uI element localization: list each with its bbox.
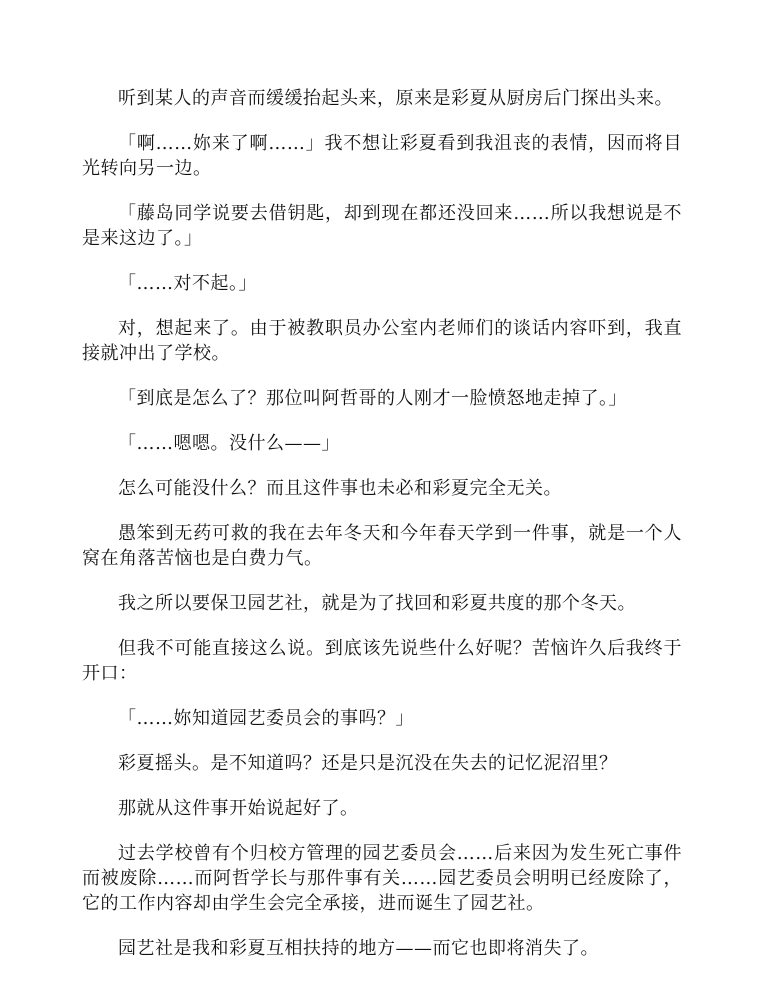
paragraph: 「啊……妳来了啊……」我不想让彩夏看到我沮丧的表情，因而将目光转向另一边。 [82, 133, 682, 179]
paragraph: 过去学校曾有个归校方管理的园艺委员会……后来因为发生死亡事件而被废除……而阿哲学长与那件事有关……园艺委员会明明已经废除了，它的工作内容却由学生会完全承接，进而诞生了园艺社。 [82, 843, 682, 914]
paragraph: 我之所以要保卫园艺社，就是为了找回和彩夏共度的那个冬天。 [118, 593, 636, 614]
paragraph: 对，想起来了。由于被教职员办公室内老师们的谈话内容吓到，我直接就冲出了学校。 [82, 318, 682, 364]
paragraph: 那就从这件事开始说起好了。 [118, 798, 359, 819]
paragraph: 但我不可能直接这么说。到底该先说些什么好呢？苦恼许久后我终于开口： [82, 638, 682, 684]
paragraph: 「……妳知道园艺委员会的事吗？」 [118, 708, 414, 729]
paragraph: 「到底是怎么了？那位叫阿哲哥的人刚才一脸愤怒地走掉了。」 [118, 388, 627, 409]
paragraph: 「……对不起。」 [118, 273, 257, 294]
paragraph: 愚笨到无药可救的我在去年冬天和今年春天学到一件事，就是一个人窝在角落苦恼也是白费力气。 [82, 523, 682, 569]
paragraph: 怎么可能没什么？而且这件事也未必和彩夏完全无关。 [118, 478, 562, 499]
paragraph: 「……嗯嗯。没什么——」 [118, 433, 340, 454]
paragraph: 听到某人的声音而缓缓抬起头来，原来是彩夏从厨房后门探出头来。 [118, 88, 673, 109]
paragraph: 「藤岛同学说要去借钥匙，却到现在都还没回来……所以我想说是不是来这边了。」 [82, 203, 682, 249]
paragraph: 彩夏摇头。是不知道吗？还是只是沉没在失去的记忆泥沼里？ [118, 753, 618, 774]
paragraph: 园艺社是我和彩夏互相扶持的地方——而它也即将消失了。 [118, 938, 599, 959]
document-page [82, 86, 682, 981]
